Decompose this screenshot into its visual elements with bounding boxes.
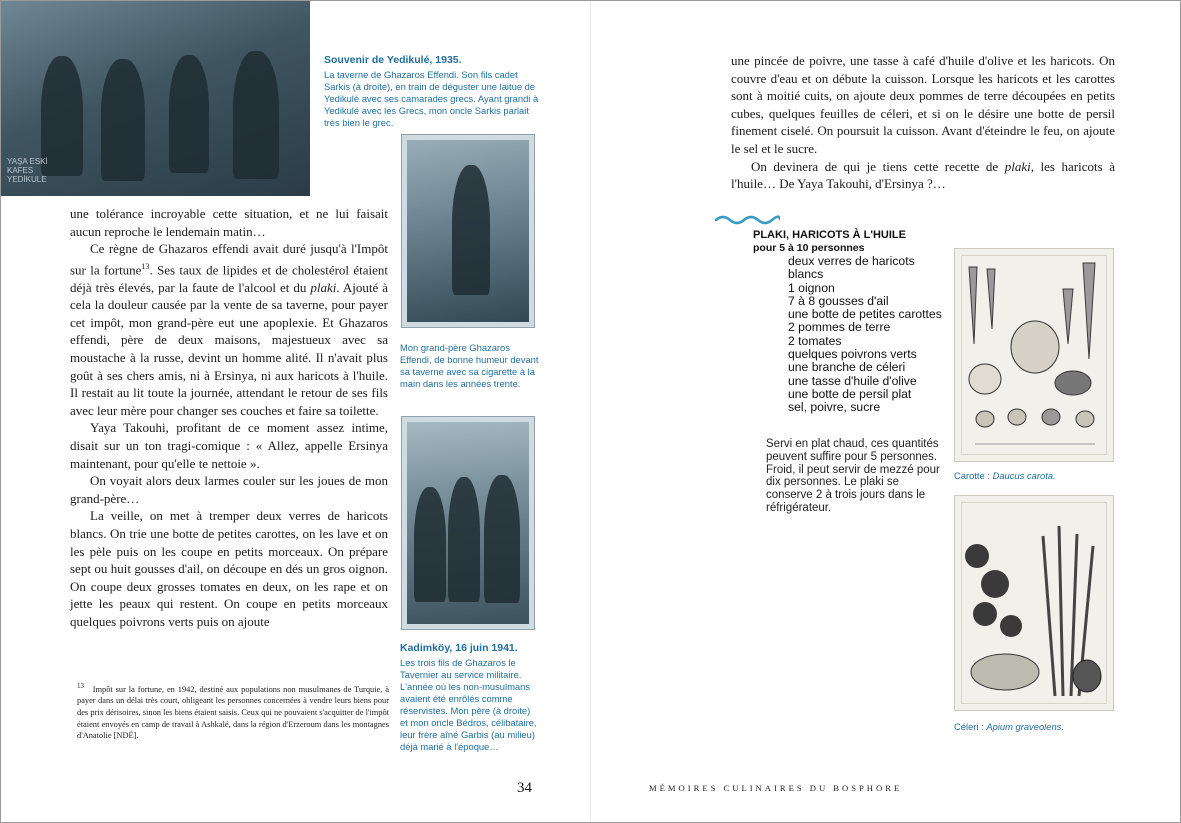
photo-yedikule xyxy=(1,1,310,196)
paragraph: Yaya Takouhi, profitant de ce moment assez intime, disait sur un ton tragi-comique : « Allez, appelle Ersinya maintenant, pour qu'elle te nettoie ». xyxy=(70,420,388,471)
paragraph: La veille, on met à tremper deux verres de haricots blancs. On trie une botte de petites carottes, on les lave et on les pèle puis on les coupe en petits morceaux. On prépare sept ou huit gousses d'ail, on découpe en dés un gros oignon. On coupe deux grosses tomates en deux, on les rape et on jette les peaux qui restent. On coupe en petits morceaux quelques poivrons verts puis on ajoute xyxy=(70,508,388,629)
paragraph: une pincée de poivre, une tasse à café d'huile d'olive et les haricots. On couvre d'eau et on débute la cuisson. Lorsque les haricots et les carottes sont à moitié cuits, on ajoute deux pommes de terre découpées en petits cubes, quelques feuilles de céleri, et si on le désire une botte de persil finement ciselé. On poursuit la cuisson. Avant d'éteindre le feu, on ajoute le sel et le sucre. xyxy=(731,53,1115,156)
ingredient: 1 oignon xyxy=(788,280,835,295)
footnote-number: 13 xyxy=(77,682,84,690)
caption-text: Les trois fils de Ghazaros le Tavernier au service militaire. L'année où les non-musulmans avaient été enrôlés comme réservistes. Mon père (à droite) et mon oncle Bédros, célibataire, leur frère aîné Garbis (au milieu) déjà marié à l'époque… xyxy=(400,657,537,752)
ingredient: sel, poivre, sucre xyxy=(788,400,881,415)
photo-grandfather xyxy=(401,134,535,328)
ingredient: quelques poivrons verts xyxy=(788,347,917,362)
ingredient: 2 tomates xyxy=(788,333,842,348)
footnote xyxy=(77,681,389,742)
photo-inscription: YAŞA ESKİ KAFES YEDİKULE xyxy=(7,157,48,184)
page-number: 34 xyxy=(517,780,532,796)
ingredient: une botte de persil plat xyxy=(788,386,912,401)
ingredient: une tasse d'huile d'olive xyxy=(788,373,917,388)
ingredient: une branche de céleri xyxy=(788,360,906,375)
wave-ornament xyxy=(714,213,780,227)
caption-text: La taverne de Ghazaros Effendi. Son fils cadet Sarkis (à droite), en train de déguster une laitue de Yedikulé avec ses camarades grecs. Ayant grandi à Yedikulé avec les Grecs, mon oncle Sarkis parlait très bien le grec. xyxy=(324,69,539,128)
paragraph: On voyait alors deux larmes couler sur les joues de mon grand-père… xyxy=(70,473,388,506)
left-body-text xyxy=(70,205,388,631)
caption-soldiers xyxy=(400,642,540,753)
right-body-text xyxy=(731,52,1115,193)
serving-note: Servi en plat chaud, ces quantités peuvent suffire pour 5 personnes. Froid, il peut servir de mezzé pour dix personnes. Le plaki se conserve 2 à trois jours dans le réfrigérateur. xyxy=(766,438,940,514)
recipe-serves: pour 5 à 10 personnes xyxy=(753,242,865,254)
caption-title: Souvenir de Yedikulé, 1935. xyxy=(324,54,462,66)
caption-yedikule xyxy=(324,54,539,129)
ingredient: blancs xyxy=(788,267,824,282)
paragraph: une tolérance incroyable cette situation, et ne lui faisait aucun reproche le lendemain matin… xyxy=(70,206,388,239)
caption-celery: Céleri : Apium graveolens. xyxy=(954,721,1064,732)
ingredient-list xyxy=(788,255,942,415)
footnote-text: Impôt sur la fortune, en 1942, destiné aux populations non musulmanes de Turquie, à payer dans un délai très court, obligeant les personnes concernées à vendre leurs biens pour des prix dérisoires, sinon les biens étaient saisis. Ceux qui ne pouvaient s'acquitter de l'impôt étaient envoyés en camp de travail à Ashkalé, dans la région d'Erzeroum dans les montagnes d'Anatolie [NDÉ]. xyxy=(77,684,389,741)
running-head: MÉMOIRES CULINAIRES DU BOSPHORE xyxy=(649,783,903,793)
illustration-celery xyxy=(954,495,1114,711)
gutter xyxy=(590,1,591,822)
caption-grandfather: Mon grand-père Ghazaros Effendi, de bonne humeur devant sa taverne avec sa cigarette à la main dans les années trente. xyxy=(400,342,539,389)
photo-soldiers xyxy=(401,416,535,630)
caption-title: Kadimköy, 16 juin 1941. xyxy=(400,642,518,654)
ingredient: 2 pommes de terre xyxy=(788,320,891,335)
paragraph: Ce règne de Ghazaros effendi avait duré jusqu'à l'Impôt sur la fortune$^{13}$. Ses taux de lipides et de cholestérol étaient déjà très élevés, par la faute de l'alcool et du plaki. Ajouté à cela la douleur causée par la vente de sa taverne, pour payer cet impôt, mon grand-père eut une apoplexie. Et Ghazaros effendi, père de deux maisons, majestueux avec sa moustache à la russe, devint un homme alité. Il n'avait plus goût à ses chers amis, ni à Ersinya, ni aux haricots à l'huile. Il restait au lit toute la journée, attendant le retour de ses fils avec leur mère pour changer ses couches et faire sa toilette. xyxy=(70,241,389,418)
recipe-title: PLAKI, HARICOTS À L'HUILE xyxy=(753,229,906,241)
ingredient: deux verres de haricots xyxy=(788,254,915,268)
caption-carrot: Carotte : Daucus carota. xyxy=(954,470,1056,481)
illustration-carrot xyxy=(954,248,1114,462)
ingredient: une botte de petites carottes xyxy=(788,307,942,322)
footnote-ref[interactable]: 13 xyxy=(141,261,150,271)
paragraph: On devinera de qui je tiens cette recette de plaki, les haricots à l'huile… De Yaya Takouhi, d'Ersinya ?… xyxy=(731,158,1115,192)
ingredient: 7 à 8 gousses d'ail xyxy=(788,293,889,308)
